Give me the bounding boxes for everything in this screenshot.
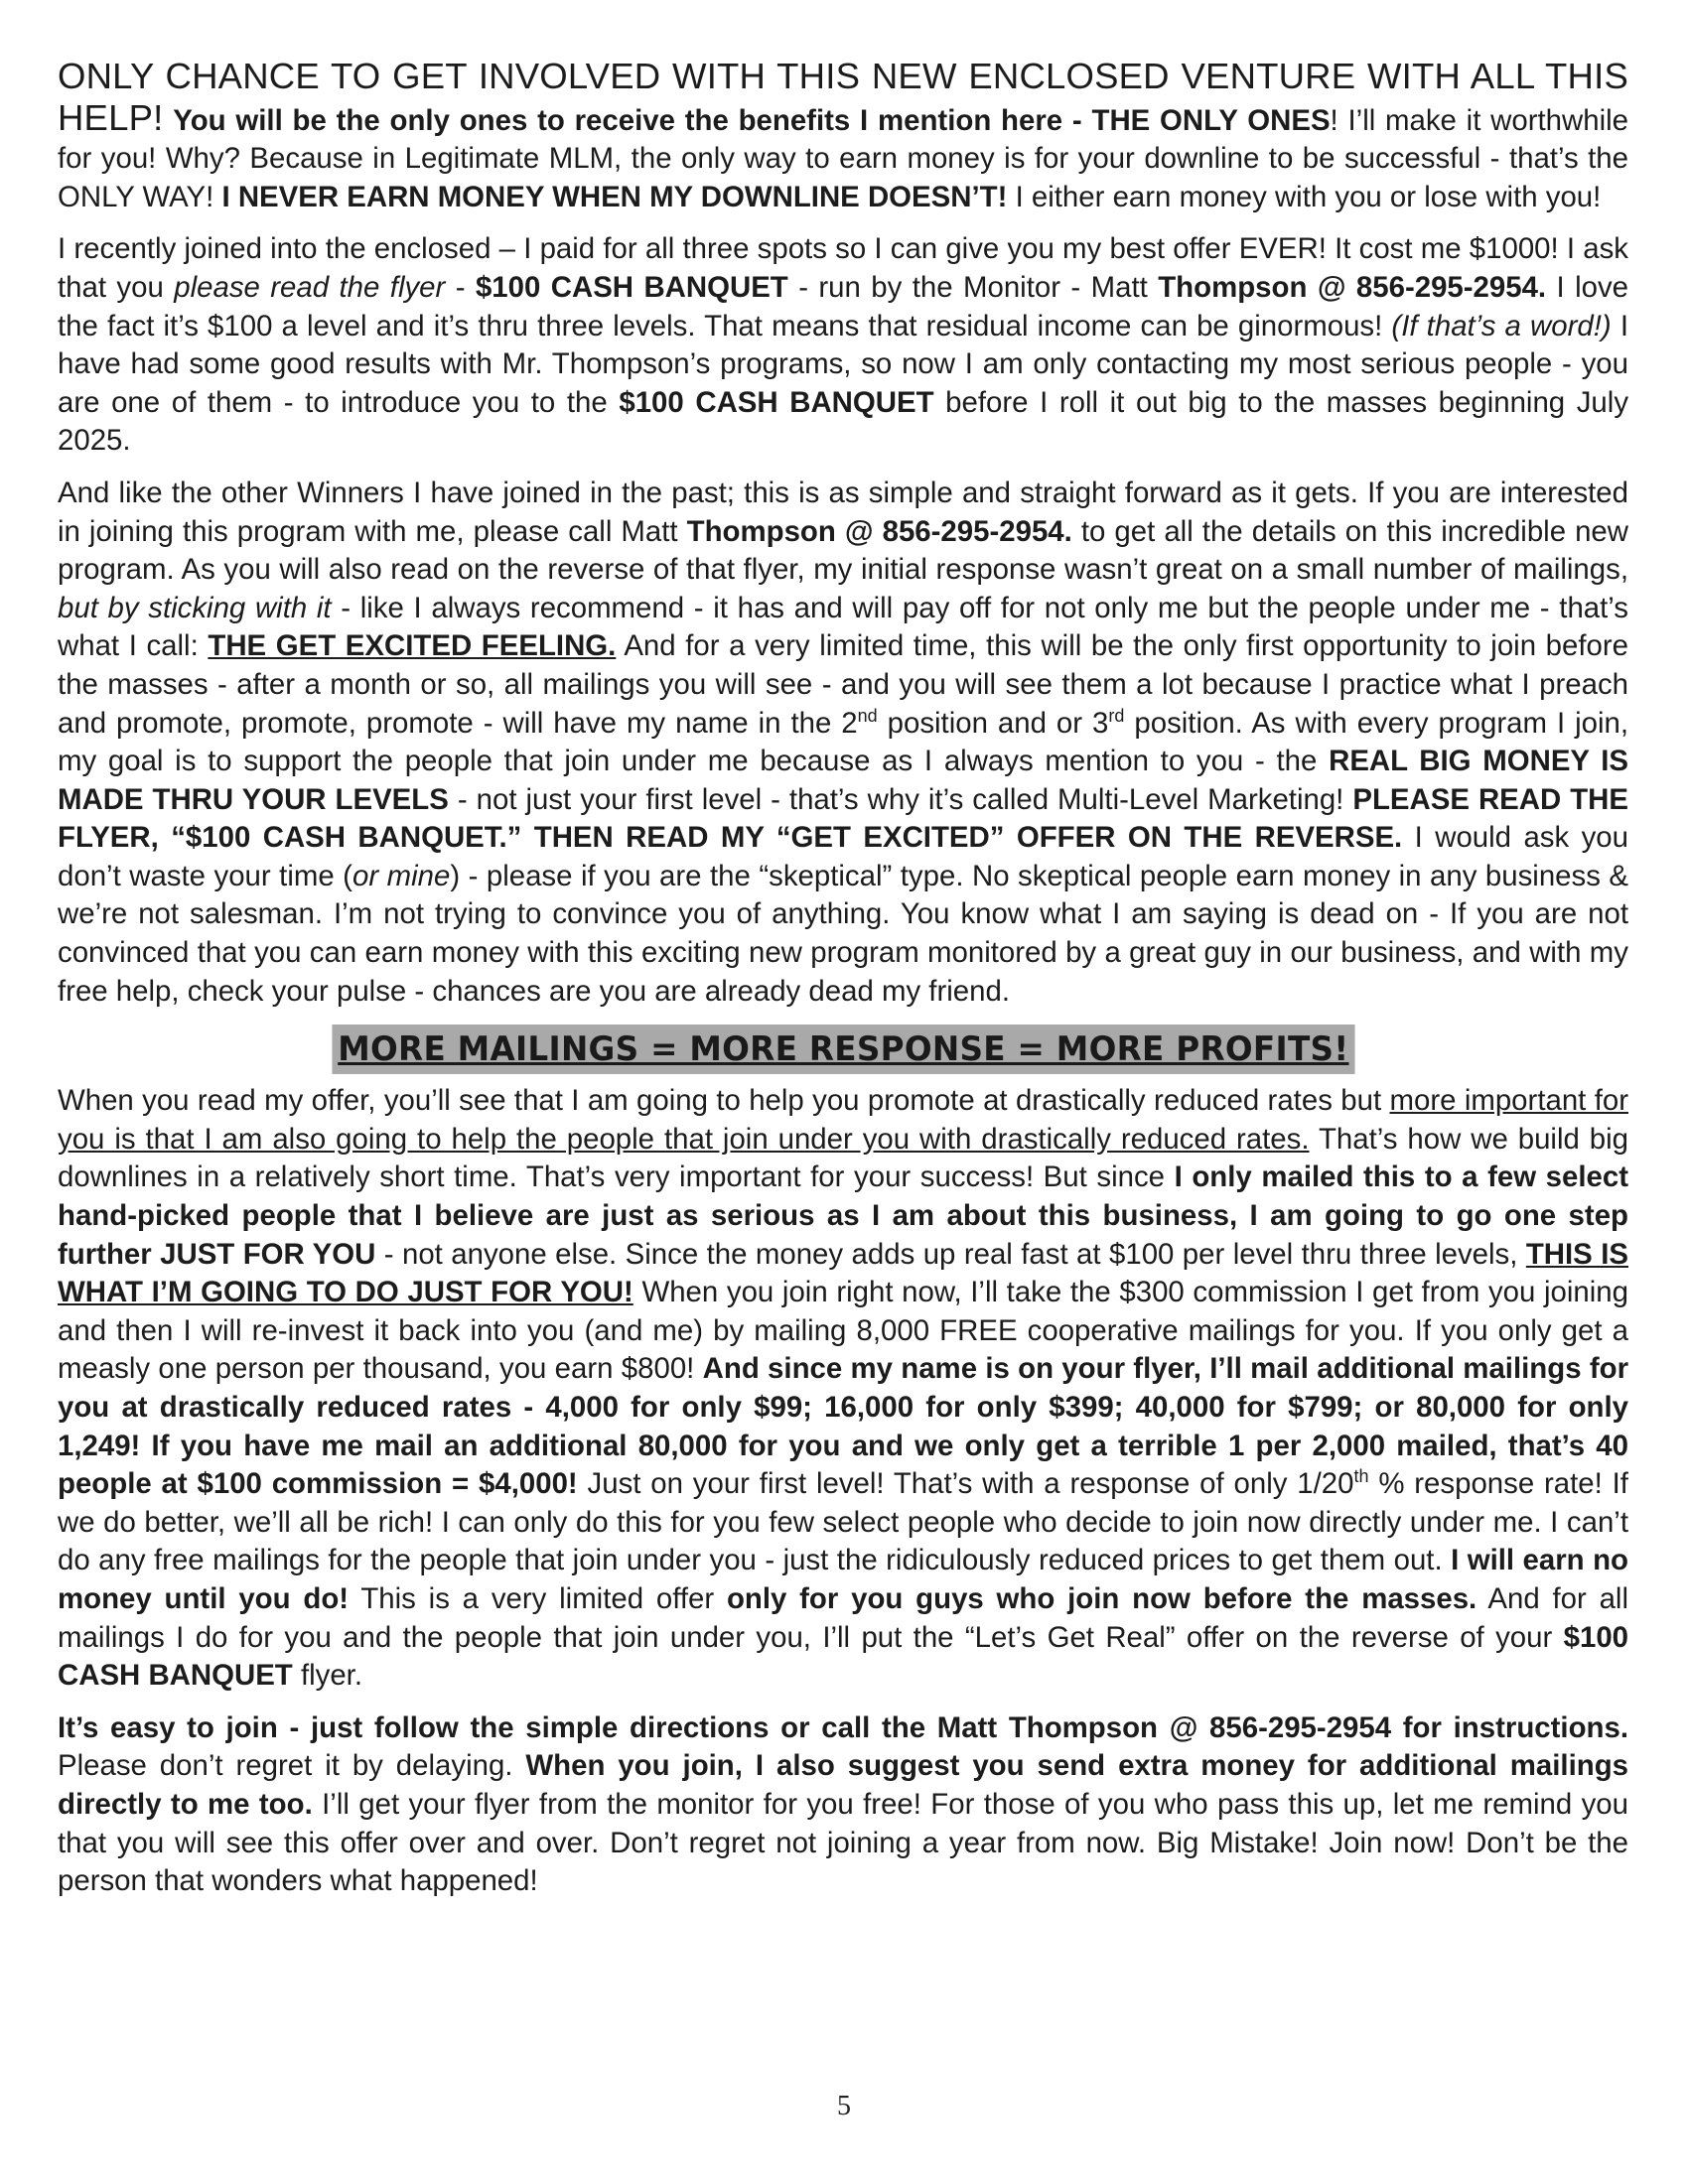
real-big-money-text: REAL BIG MONEY IS MADE THRU YOUR LEVELS bbox=[58, 745, 1628, 816]
text-span: position and or 3 bbox=[887, 706, 1109, 740]
intro-text: ! I’ll make it worthwhile for you! Why? Because in Legitimate MLM, the only way to earn money is for your downline to be successful - that’s the ONLY WAY! bbox=[58, 103, 1629, 213]
text-span: And for a very limited time, this will be the only first opportunity to join before the masses - after a month or so, all mailings you will see - and you will see them a lot because I practice what I preach and promote, promote, promote - will have my name in the 2 bbox=[58, 629, 1628, 740]
headline: ONLY CHANCE TO GET INVOLVED WITH THIS NEW ENCLOSED VENTURE WITH ALL THIS HELP! bbox=[58, 56, 1628, 138]
program-name: $100 CASH BANQUET bbox=[58, 1620, 1629, 1693]
rates-text: And since my name is on your flyer, I’ll mail additional mailings for you at drastically reduced rates - 4,000 for only $99; 16,000 for only $399; 40,000 for $799; or 80,000 for only 1,249! If you have me mail an additional 80,000 for you and we only get a terrible 1 per 2,000 mailed, that’s 40 people at $100 commission = $4,000! bbox=[58, 1352, 1629, 1501]
page-number: 5 bbox=[837, 2091, 851, 2121]
text-span: flyer. bbox=[300, 1659, 363, 1693]
get-excited-feeling: THE GET EXCITED FEELING. bbox=[208, 629, 617, 663]
program-name: $100 CASH BANQUET bbox=[475, 270, 788, 304]
emphasis-text: but by sticking with it bbox=[58, 591, 332, 624]
joined-paragraph bbox=[58, 230, 1628, 461]
text-span: - like I always recommend - it has and will pay off for not only me but the people under me - that’s what I call: bbox=[58, 591, 1628, 663]
only-ones-text: You will be the only ones to receive the benefits I mention here - THE ONLY ONES bbox=[173, 103, 1331, 137]
program-name: $100 CASH BANQUET bbox=[619, 385, 934, 419]
winners-paragraph bbox=[58, 475, 1628, 1011]
monitor-phone: Thompson @ 856-295-2954. bbox=[686, 514, 1072, 548]
text-span: Just on your first level! That’s with a response of only 1/20 bbox=[587, 1467, 1354, 1501]
text-span: And like the other Winners I have joined in the past; this is as simple and straight forward as it gets. If you are interested in joining this program with me, please call Matt bbox=[58, 476, 1628, 548]
just-for-you-text: THIS IS WHAT I’M GOING TO DO JUST FOR YOU! bbox=[58, 1237, 1628, 1309]
text-span: to get all the details on this incredible new program. As you will also read on the reverse of that flyer, my initial response wasn’t great on a small number of mailings, bbox=[58, 514, 1629, 587]
banner-container bbox=[58, 1024, 1628, 1080]
text-span: When you join right now, I’ll take the $300 commission I get from you joining and then I will re-invest it back into you (and me) by mailing 8,000 FREE cooperative mailings for you. If you only get a measly one person per thousand, you earn $800! bbox=[58, 1276, 1628, 1386]
text-span: ) - please if you are the “skeptical” type. No skeptical people earn money in any business & we’re not salesman. I’m not trying to convince you of anything. You know what I am saying is dead on - If you are not convinced that you can earn money with this exciting new program monitored by a great guy in our business, and with my free help, check your pulse - chances are you are already dead my friend. bbox=[58, 859, 1628, 1008]
text-span: - bbox=[455, 270, 466, 304]
never-earn-text: I NEVER EARN MONEY WHEN MY DOWNLINE DOESN’T! bbox=[221, 180, 1008, 213]
text-span: - run by the Monitor - Matt bbox=[798, 270, 1148, 304]
text-span: This is a very limited offer bbox=[360, 1581, 715, 1615]
text-span: I have had some good results with Mr. Thompson’s programs, so now I am only contacting my most serious people - you are one of them - to introduce you to the bbox=[58, 309, 1628, 419]
bold-text: only for you guys who join now before the masses. bbox=[726, 1581, 1477, 1615]
join-paragraph bbox=[58, 1709, 1628, 1901]
easy-to-join-text: It’s easy to join - just follow the simple directions or call the Matt Thompson @ 856-295-2954 for instructions. bbox=[58, 1710, 1628, 1744]
read-flyer-text: PLEASE READ THE FLYER, “$100 CASH BANQUET.” THEN READ MY “GET EXCITED” OFFER ON THE REVERSE. bbox=[58, 782, 1628, 855]
text-span: Please don’t regret it by delaying. bbox=[58, 1749, 513, 1783]
intro-closing: I either earn money with you or lose with you! bbox=[1015, 180, 1602, 213]
text-span: - not anyone else. Since the money adds up real fast at $100 per level thru three levels, bbox=[383, 1237, 1518, 1271]
bold-text: When you join, I also suggest you send extra money for additional mailings directly to me too. bbox=[58, 1749, 1629, 1821]
text-span: I would ask you don’t waste your time ( bbox=[58, 821, 1628, 892]
text-span: That’s how we build big downlines in a relatively short time. That’s very important for your success! But since bbox=[58, 1122, 1628, 1194]
text-span: - not just your first level - that’s why it’s called Multi-Level Marketing! bbox=[457, 782, 1344, 816]
more-mailings-banner: MORE MAILINGS = MORE RESPONSE = MORE PROFITS! bbox=[332, 1024, 1354, 1074]
emphasis-text: (If that’s a word!) bbox=[1391, 309, 1612, 342]
text-span: I recently joined into the enclosed – I paid for all three spots so I can give you my best offer EVER! It cost me $1000! I ask that you bbox=[58, 232, 1628, 304]
intro-paragraph bbox=[58, 58, 1628, 216]
bold-text: I only mailed this to a few select hand-picked people that I believe are just as serious as I am about this business, I am going to go one step further JUST FOR YOU bbox=[58, 1160, 1629, 1271]
bold-text: I will earn no money until you do! bbox=[58, 1544, 1628, 1615]
ordinal-suffix: rd bbox=[1108, 705, 1125, 726]
underlined-text: more important for you is that I am also going to help the people that join under you with drastically reduced rates. bbox=[58, 1084, 1629, 1156]
offer-paragraph bbox=[58, 1082, 1628, 1696]
text-span: I love the fact it’s $100 a level and it’s thru three levels. That means that residual income can be ginormous! bbox=[58, 270, 1629, 342]
text-span: I’ll get your flyer from the monitor for you free! For those of you who pass this up, let me remind you that you will see this offer over and over. Don’t regret not joining a year from now. Big Mistake! Join now! Don’t be the person that wonders what happened! bbox=[58, 1787, 1628, 1898]
text-span: before I roll it out big to the masses beginning July 2025. bbox=[58, 385, 1629, 458]
ordinal-suffix: th bbox=[1353, 1466, 1369, 1487]
document-page bbox=[58, 58, 1628, 1901]
text-span: When you read my offer, you’ll see that I am going to help you promote at drastically reduced rates but bbox=[58, 1084, 1382, 1118]
emphasis-text: please read the flyer bbox=[174, 270, 446, 304]
ordinal-suffix: nd bbox=[857, 705, 878, 726]
monitor-phone: Thompson @ 856-295-2954. bbox=[1158, 270, 1547, 304]
text-span: And for all mailings I do for you and the people that join under you, I’ll put the “Let’s Get Real” offer on the reverse of your bbox=[58, 1581, 1628, 1654]
text-span: % response rate! If we do better, we’ll all be rich! I can only do this for you few select people who decide to join now directly under me. I can’t do any free mailings for the people that join under you - just the ridiculously reduced prices to get them out. bbox=[58, 1467, 1628, 1577]
emphasis-text: or mine bbox=[352, 859, 451, 892]
text-span: position. As with every program I join, my goal is to support the people that join under me because as I always mention to you - the bbox=[58, 706, 1629, 778]
